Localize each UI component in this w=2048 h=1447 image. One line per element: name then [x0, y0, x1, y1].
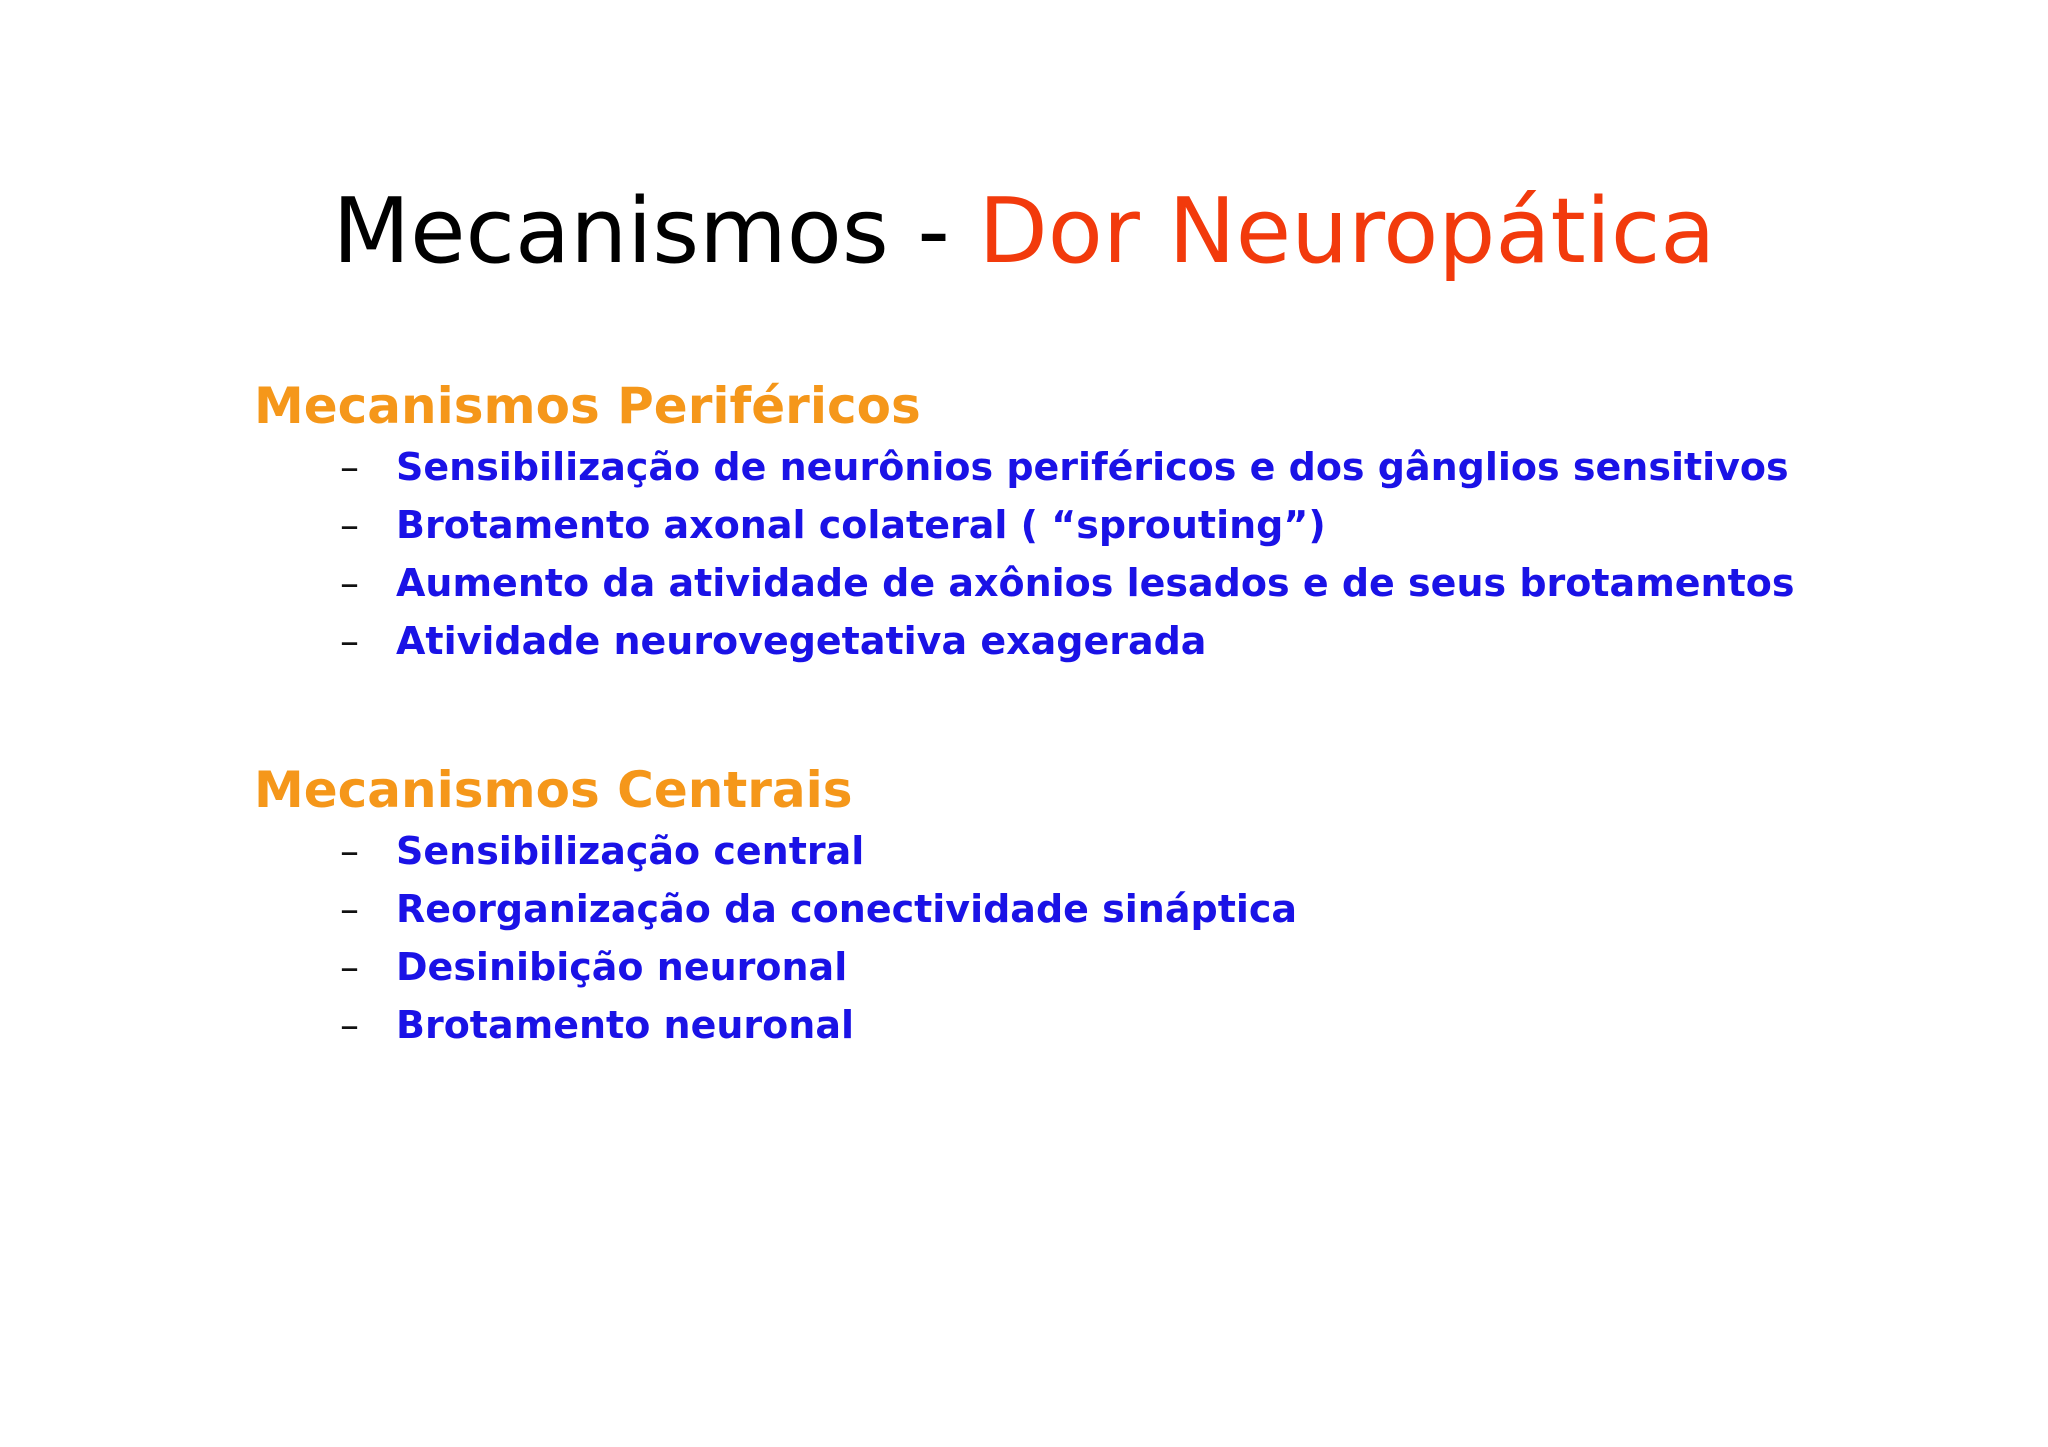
- section-heading: Mecanismos Centrais: [254, 761, 853, 819]
- list-item: [254, 554, 1854, 612]
- bullet-dash: –: [340, 503, 359, 547]
- list-item: [254, 612, 1854, 670]
- bullet-dash: –: [340, 945, 359, 989]
- list-item-text: Brotamento neuronal: [396, 1003, 854, 1047]
- slide-title: [0, 172, 2048, 292]
- bullet-dash: –: [340, 887, 359, 931]
- section-heading: Mecanismos Periféricos: [254, 377, 921, 435]
- bullet-list: [254, 822, 1854, 1054]
- slide-title-main: Mecanismos -: [332, 179, 979, 284]
- bullet-list: [254, 438, 1854, 670]
- list-item: [254, 496, 1854, 554]
- list-item-text: Reorganização da conectividade sináptica: [396, 887, 1298, 931]
- list-item: [254, 822, 1854, 880]
- list-item-text: Atividade neurovegetativa exagerada: [396, 619, 1207, 663]
- bullet-dash: –: [340, 445, 359, 489]
- bullet-dash: –: [340, 619, 359, 663]
- slide-title-accent: Dor Neuropática: [978, 179, 1716, 284]
- list-item-text: Brotamento axonal colateral ( “sprouting”): [396, 503, 1326, 547]
- bullet-dash: –: [340, 829, 359, 873]
- list-item-text: Desinibição neuronal: [396, 945, 848, 989]
- list-item-text: Aumento da atividade de axônios lesados e de seus brotamentos: [396, 561, 1795, 605]
- list-item: [254, 996, 1854, 1054]
- list-item: [254, 938, 1854, 996]
- list-item-text: Sensibilização de neurônios periféricos e dos gânglios sensitivos: [396, 445, 1789, 489]
- list-item: [254, 438, 1854, 496]
- section-peripheral-mechanisms: [254, 374, 1854, 670]
- bullet-dash: –: [340, 561, 359, 605]
- bullet-dash: –: [340, 1003, 359, 1047]
- list-item-text: Sensibilização central: [396, 829, 865, 873]
- section-central-mechanisms: [254, 758, 1854, 1054]
- list-item: [254, 880, 1854, 938]
